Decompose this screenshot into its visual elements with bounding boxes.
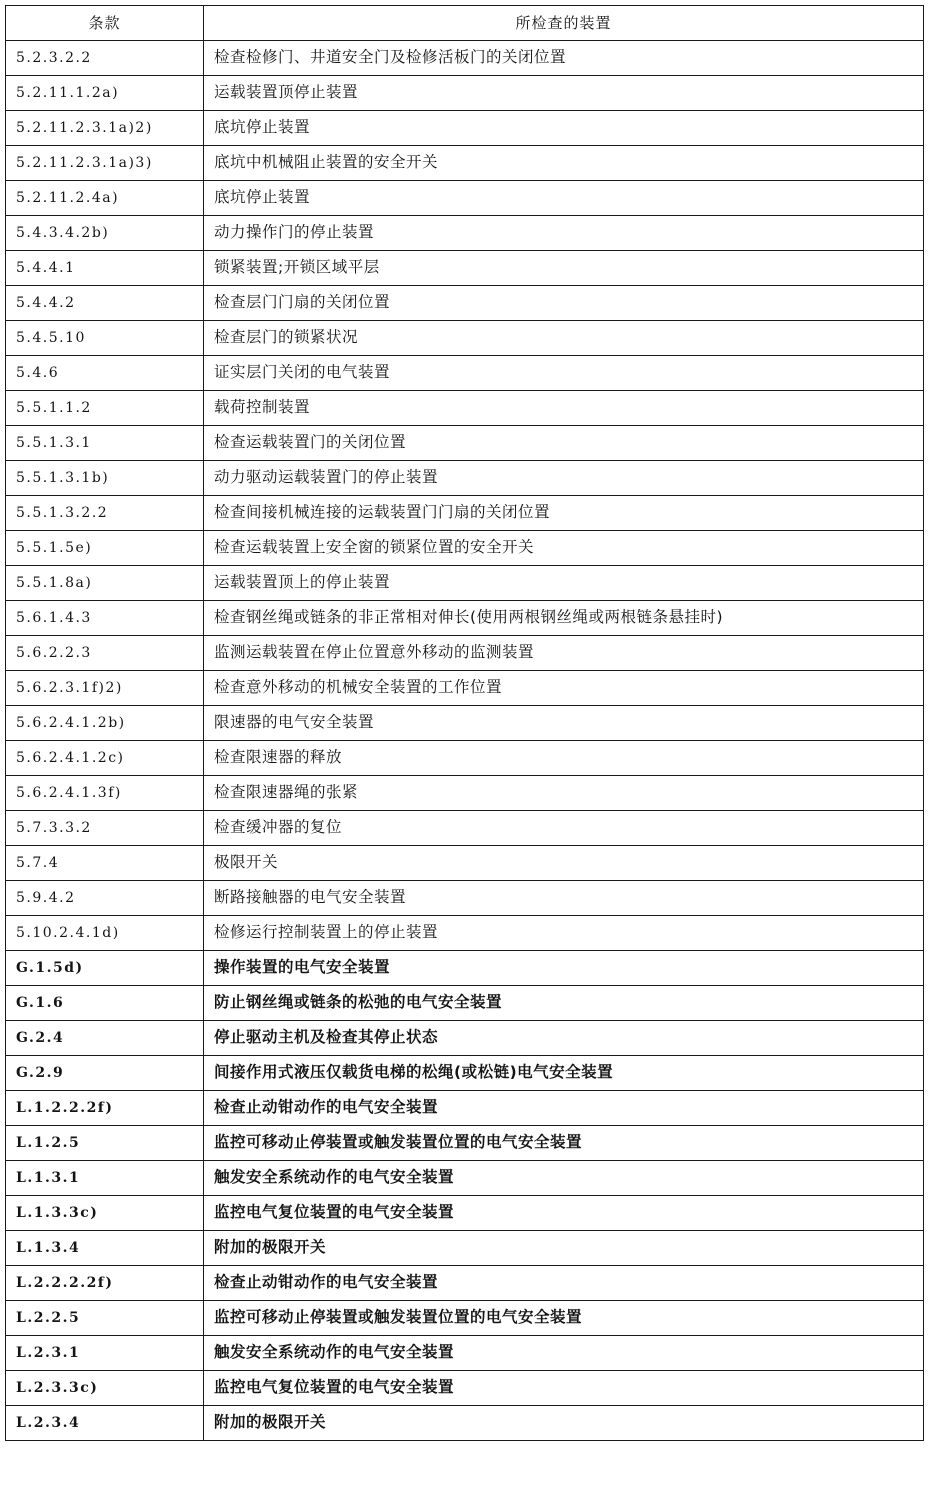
table-row bbox=[6, 321, 924, 356]
clause-cell: 5.5.1.3.1b) bbox=[6, 461, 204, 496]
table-row bbox=[6, 706, 924, 741]
header-clause: 条款 bbox=[6, 6, 204, 41]
clause-cell: 5.5.1.1.2 bbox=[6, 391, 204, 426]
table-row bbox=[6, 881, 924, 916]
device-cell: 检查限速器绳的张紧 bbox=[204, 776, 924, 811]
table-row bbox=[6, 951, 924, 986]
device-cell: 动力驱动运载装置门的停止装置 bbox=[204, 461, 924, 496]
table-row bbox=[6, 811, 924, 846]
device-cell: 运载装置顶停止装置 bbox=[204, 76, 924, 111]
clause-cell: G.1.5d) bbox=[6, 951, 204, 986]
clause-cell: 5.6.2.4.1.3f) bbox=[6, 776, 204, 811]
clause-cell: 5.2.11.1.2a) bbox=[6, 76, 204, 111]
table-row bbox=[6, 1056, 924, 1091]
device-cell: 动力操作门的停止装置 bbox=[204, 216, 924, 251]
device-cell: 检查止动钳动作的电气安全装置 bbox=[204, 1091, 924, 1126]
clause-device-table bbox=[5, 5, 924, 1441]
table-row bbox=[6, 496, 924, 531]
table-row bbox=[6, 1301, 924, 1336]
clause-cell: 5.4.4.2 bbox=[6, 286, 204, 321]
clause-cell: 5.4.3.4.2b) bbox=[6, 216, 204, 251]
table-row bbox=[6, 601, 924, 636]
table-row bbox=[6, 671, 924, 706]
clause-cell: 5.6.1.4.3 bbox=[6, 601, 204, 636]
device-cell: 检查止动钳动作的电气安全装置 bbox=[204, 1266, 924, 1301]
device-cell: 监控电气复位装置的电气安全装置 bbox=[204, 1196, 924, 1231]
table-row bbox=[6, 1336, 924, 1371]
table-row bbox=[6, 356, 924, 391]
device-cell: 防止钢丝绳或链条的松弛的电气安全装置 bbox=[204, 986, 924, 1021]
table-row bbox=[6, 181, 924, 216]
device-cell: 检查间接机械连接的运载装置门门扇的关闭位置 bbox=[204, 496, 924, 531]
clause-cell: 5.2.3.2.2 bbox=[6, 41, 204, 76]
device-cell: 检查层门门扇的关闭位置 bbox=[204, 286, 924, 321]
table-row bbox=[6, 1126, 924, 1161]
device-cell: 底坑中机械阻止装置的安全开关 bbox=[204, 146, 924, 181]
device-cell: 检查运载装置门的关闭位置 bbox=[204, 426, 924, 461]
clause-cell: 5.5.1.3.2.2 bbox=[6, 496, 204, 531]
clause-cell: L.2.3.3c) bbox=[6, 1371, 204, 1406]
clause-cell: 5.6.2.3.1f)2) bbox=[6, 671, 204, 706]
device-cell: 检查限速器的释放 bbox=[204, 741, 924, 776]
clause-cell: L.1.2.5 bbox=[6, 1126, 204, 1161]
clause-cell: L.2.2.5 bbox=[6, 1301, 204, 1336]
device-cell: 操作装置的电气安全装置 bbox=[204, 951, 924, 986]
clause-cell: G.1.6 bbox=[6, 986, 204, 1021]
clause-cell: L.1.2.2.2f) bbox=[6, 1091, 204, 1126]
device-cell: 检查意外移动的机械安全装置的工作位置 bbox=[204, 671, 924, 706]
clause-cell: 5.7.3.3.2 bbox=[6, 811, 204, 846]
table-row bbox=[6, 76, 924, 111]
clause-cell: 5.5.1.8a) bbox=[6, 566, 204, 601]
clause-cell: 5.4.4.1 bbox=[6, 251, 204, 286]
table-body bbox=[6, 41, 924, 1441]
device-cell: 检查钢丝绳或链条的非正常相对伸长(使用两根钢丝绳或两根链条悬挂时) bbox=[204, 601, 924, 636]
device-cell: 监控电气复位装置的电气安全装置 bbox=[204, 1371, 924, 1406]
table-row bbox=[6, 846, 924, 881]
table-row bbox=[6, 531, 924, 566]
device-cell: 间接作用式液压仅载货电梯的松绳(或松链)电气安全装置 bbox=[204, 1056, 924, 1091]
table-row bbox=[6, 111, 924, 146]
device-cell: 检查运载装置上安全窗的锁紧位置的安全开关 bbox=[204, 531, 924, 566]
table-row bbox=[6, 1196, 924, 1231]
table-row bbox=[6, 741, 924, 776]
table-row bbox=[6, 1231, 924, 1266]
table-row bbox=[6, 1161, 924, 1196]
clause-cell: 5.6.2.2.3 bbox=[6, 636, 204, 671]
table-row bbox=[6, 461, 924, 496]
clause-cell: L.1.3.3c) bbox=[6, 1196, 204, 1231]
device-cell: 停止驱动主机及检查其停止状态 bbox=[204, 1021, 924, 1056]
device-cell: 触发安全系统动作的电气安全装置 bbox=[204, 1336, 924, 1371]
clause-cell: L.2.2.2.2f) bbox=[6, 1266, 204, 1301]
device-cell: 触发安全系统动作的电气安全装置 bbox=[204, 1161, 924, 1196]
clause-cell: 5.7.4 bbox=[6, 846, 204, 881]
clause-cell: 5.4.6 bbox=[6, 356, 204, 391]
clause-cell: G.2.9 bbox=[6, 1056, 204, 1091]
table-row bbox=[6, 566, 924, 601]
document-page bbox=[5, 5, 923, 1441]
clause-cell: L.1.3.4 bbox=[6, 1231, 204, 1266]
device-cell: 载荷控制装置 bbox=[204, 391, 924, 426]
clause-cell: 5.10.2.4.1d) bbox=[6, 916, 204, 951]
table-row bbox=[6, 1371, 924, 1406]
clause-cell: L.2.3.1 bbox=[6, 1336, 204, 1371]
device-cell: 证实层门关闭的电气装置 bbox=[204, 356, 924, 391]
device-cell: 监控可移动止停装置或触发装置位置的电气安全装置 bbox=[204, 1301, 924, 1336]
device-cell: 底坑停止装置 bbox=[204, 181, 924, 216]
table-row bbox=[6, 916, 924, 951]
device-cell: 底坑停止装置 bbox=[204, 111, 924, 146]
device-cell: 锁紧装置;开锁区域平层 bbox=[204, 251, 924, 286]
table-row bbox=[6, 986, 924, 1021]
clause-cell: 5.2.11.2.4a) bbox=[6, 181, 204, 216]
device-cell: 检查层门的锁紧状况 bbox=[204, 321, 924, 356]
device-cell: 运载装置顶上的停止装置 bbox=[204, 566, 924, 601]
clause-cell: L.2.3.4 bbox=[6, 1406, 204, 1441]
clause-cell: 5.4.5.10 bbox=[6, 321, 204, 356]
clause-cell: 5.6.2.4.1.2b) bbox=[6, 706, 204, 741]
table-row bbox=[6, 41, 924, 76]
clause-cell: 5.6.2.4.1.2c) bbox=[6, 741, 204, 776]
device-cell: 附加的极限开关 bbox=[204, 1406, 924, 1441]
clause-cell: L.1.3.1 bbox=[6, 1161, 204, 1196]
table-row bbox=[6, 1406, 924, 1441]
device-cell: 检查检修门、井道安全门及检修活板门的关闭位置 bbox=[204, 41, 924, 76]
table-row bbox=[6, 636, 924, 671]
device-cell: 附加的极限开关 bbox=[204, 1231, 924, 1266]
table-row bbox=[6, 251, 924, 286]
clause-cell: 5.2.11.2.3.1a)2) bbox=[6, 111, 204, 146]
clause-cell: 5.2.11.2.3.1a)3) bbox=[6, 146, 204, 181]
table-row bbox=[6, 216, 924, 251]
table-row bbox=[6, 146, 924, 181]
device-cell: 监控可移动止停装置或触发装置位置的电气安全装置 bbox=[204, 1126, 924, 1161]
clause-cell: G.2.4 bbox=[6, 1021, 204, 1056]
clause-cell: 5.5.1.5e) bbox=[6, 531, 204, 566]
header-device: 所检查的装置 bbox=[204, 6, 924, 41]
device-cell: 检修运行控制装置上的停止装置 bbox=[204, 916, 924, 951]
table-row bbox=[6, 1021, 924, 1056]
table-row bbox=[6, 1091, 924, 1126]
table-header-row bbox=[6, 6, 924, 41]
clause-cell: 5.5.1.3.1 bbox=[6, 426, 204, 461]
table-row bbox=[6, 1266, 924, 1301]
device-cell: 断路接触器的电气安全装置 bbox=[204, 881, 924, 916]
table-row bbox=[6, 426, 924, 461]
device-cell: 限速器的电气安全装置 bbox=[204, 706, 924, 741]
clause-cell: 5.9.4.2 bbox=[6, 881, 204, 916]
table-row bbox=[6, 286, 924, 321]
device-cell: 监测运载装置在停止位置意外移动的监测装置 bbox=[204, 636, 924, 671]
device-cell: 极限开关 bbox=[204, 846, 924, 881]
device-cell: 检查缓冲器的复位 bbox=[204, 811, 924, 846]
table-row bbox=[6, 391, 924, 426]
table-row bbox=[6, 776, 924, 811]
